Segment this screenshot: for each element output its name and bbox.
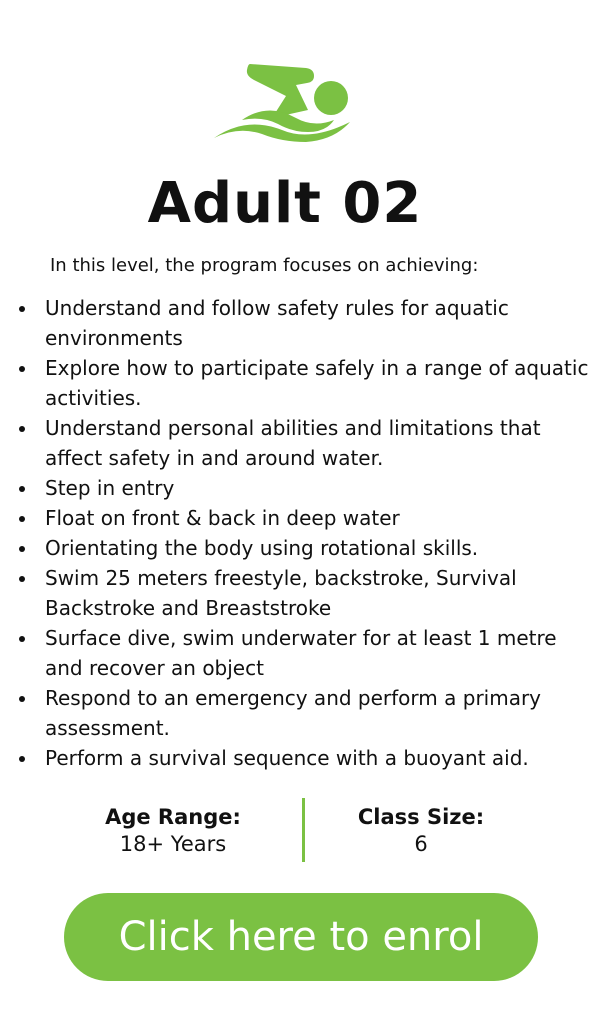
bullet-icon xyxy=(19,576,25,582)
list-item xyxy=(0,353,598,413)
age-range-stat xyxy=(73,804,273,858)
goal-text: Understand personal abilities and limitations that affect safety in and around water. xyxy=(45,416,541,470)
bullet-icon xyxy=(19,546,25,552)
age-range-value: 18+ Years xyxy=(119,832,227,856)
list-item xyxy=(0,533,598,563)
list-item xyxy=(0,743,598,773)
intro-text: In this level, the program focuses on achieving: xyxy=(50,255,479,276)
bullet-icon xyxy=(19,486,25,492)
class-size-label: Class Size: xyxy=(357,805,485,829)
goals-list xyxy=(0,293,598,773)
goal-text: Explore how to participate safely in a range of aquatic activities. xyxy=(45,356,589,410)
class-size-stat xyxy=(321,804,521,858)
list-item xyxy=(0,293,598,353)
bullet-icon xyxy=(19,306,25,312)
goal-text: Surface dive, swim underwater for at least 1 metre and recover an object xyxy=(45,626,557,680)
goal-text: Float on front & back in deep water xyxy=(45,506,400,530)
swimmer-icon xyxy=(210,58,360,142)
goal-text: Swim 25 meters freestyle, backstroke, Survival Backstroke and Breaststroke xyxy=(45,566,517,620)
bullet-icon xyxy=(19,426,25,432)
list-item xyxy=(0,623,598,683)
bullet-icon xyxy=(19,366,25,372)
goal-text: Understand and follow safety rules for aquatic environments xyxy=(45,296,509,350)
bullet-icon xyxy=(19,636,25,642)
class-size-value: 6 xyxy=(414,832,428,856)
goal-text: Step in entry xyxy=(45,476,175,500)
level-title: Adult 02 xyxy=(147,171,423,236)
bullet-icon xyxy=(19,516,25,522)
age-range-label: Age Range: xyxy=(105,805,241,829)
enrol-button[interactable]: Click here to enrol xyxy=(64,893,538,981)
stats-divider xyxy=(302,798,305,862)
goal-text: Respond to an emergency and perform a primary assessment. xyxy=(45,686,542,740)
list-item xyxy=(0,413,598,473)
list-item xyxy=(0,563,598,623)
list-item xyxy=(0,683,598,743)
list-item xyxy=(0,473,598,503)
list-item xyxy=(0,503,598,533)
bullet-icon xyxy=(19,696,25,702)
bullet-icon xyxy=(19,756,25,762)
goal-text: Perform a survival sequence with a buoyant aid. xyxy=(45,746,529,770)
level-stats xyxy=(0,798,598,864)
goal-text: Orientating the body using rotational skills. xyxy=(45,536,479,560)
